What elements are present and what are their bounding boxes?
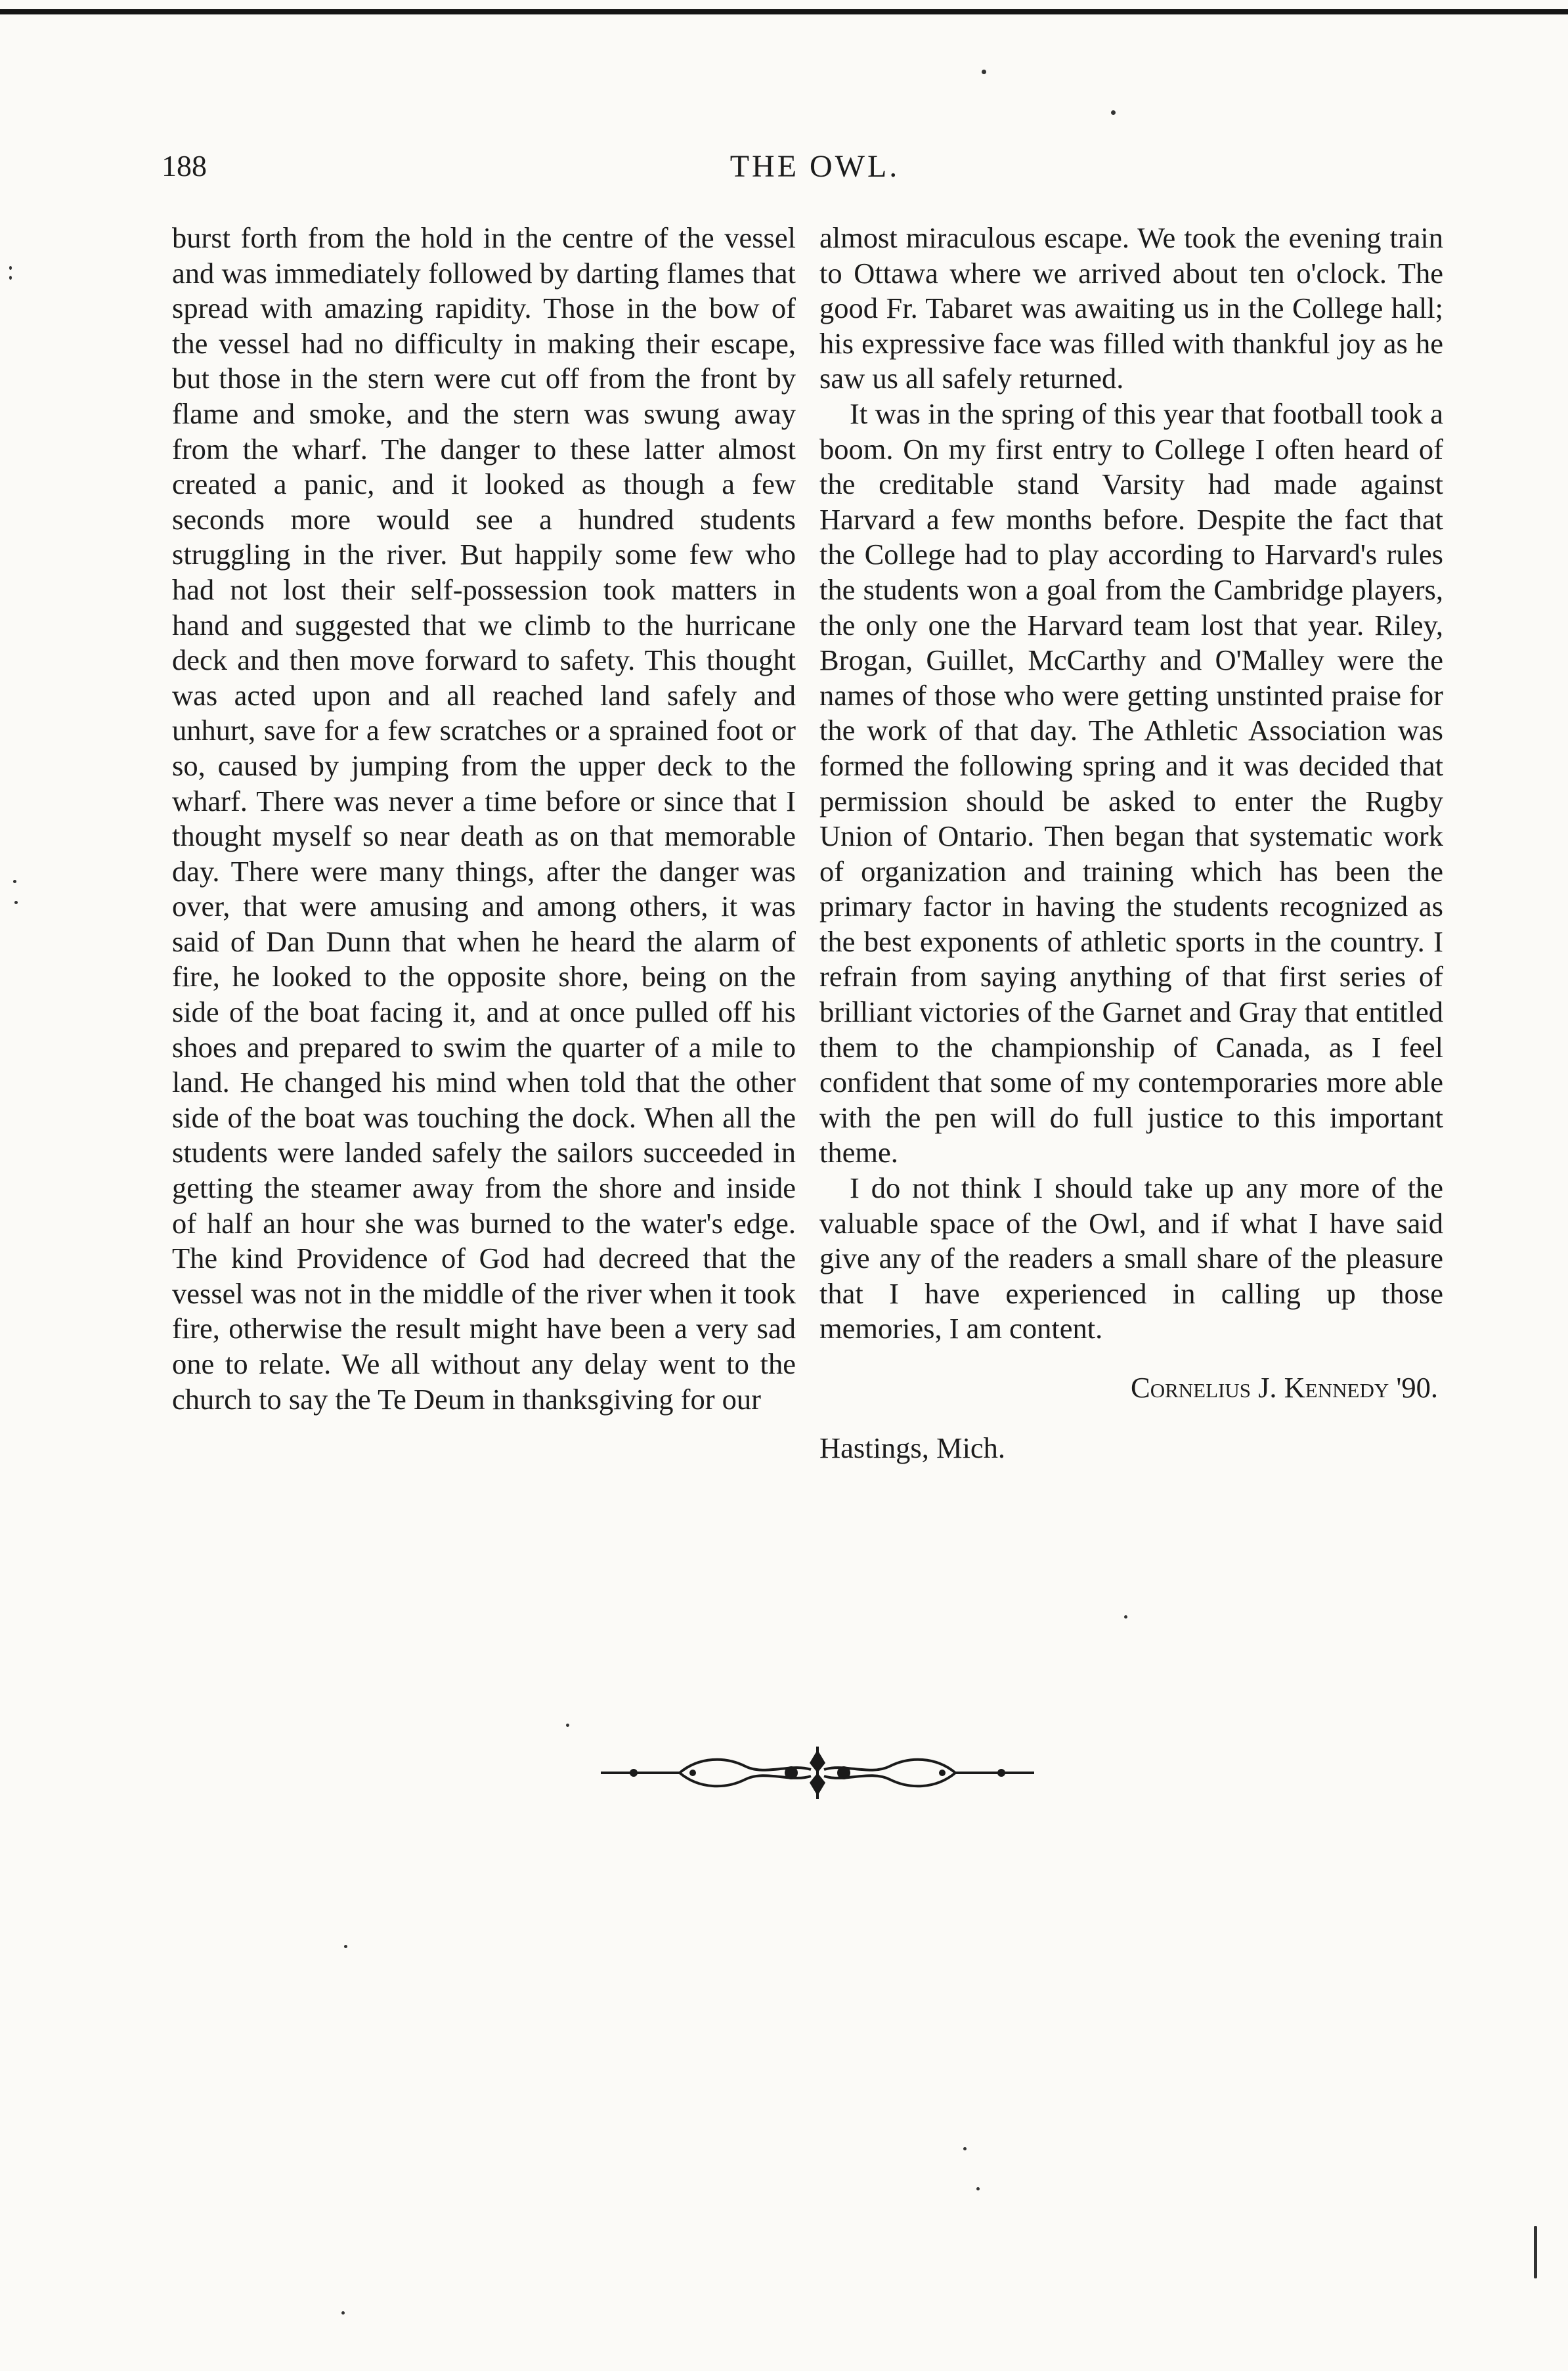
top-border-rule xyxy=(0,9,1568,14)
paragraph-closing: I do not think I should take up any more of the valuable space of the Owl, and if what I have said give any of the readers a small share of the pleasure that I have experienced in calling up those memories, I am content. xyxy=(819,1171,1443,1345)
print-speck xyxy=(1111,110,1116,115)
page-number: 188 xyxy=(162,149,207,183)
running-title: THE OWL. xyxy=(730,149,900,184)
right-column xyxy=(819,221,1443,1466)
left-column xyxy=(172,221,796,1417)
print-speck xyxy=(9,266,12,270)
paragraph-escape-end: almost miraculous escape. We took the evening train to Ottawa where we arrived about ten o'clock. The good Fr. Tabaret was awaiting us in the College hall; his expressive face was filled with thankful joy as he saw us all safely returned. xyxy=(819,221,1443,395)
print-speck xyxy=(566,1724,569,1727)
print-speck xyxy=(963,2147,967,2150)
print-speck xyxy=(13,880,16,883)
print-speck xyxy=(982,70,986,74)
author-signature: Cornelius J. Kennedy '90. xyxy=(1131,1371,1438,1404)
print-speck xyxy=(976,2187,980,2190)
page-header xyxy=(162,148,1468,194)
paragraph-football: It was in the spring of this year that football took a boom. On my first entry to College I often heard of the creditable stand Varsity had made against Harvard a few months before. Despite the fact that the College had to play according to Harvard's rules the students won a goal from the Cambridge players, the only one the Harvard team lost that year. Riley, Brogan, Guillet, McCarthy and O'Malley were the names of those who were getting unstinted praise for the work of that day. The Athletic Association was formed the following spring and it was decided that permission should be asked to enter the Rugby Union of Ontario. Then began that systematic work of organization and training which has been the primary factor in having the students recognized as the best exponents of athletic sports in the country. I refrain from saying anything of that first series of brilliant victories of the Garnet and Gray that entitled them to the championship of Canada, as I feel confident that some of my contemporaries more able with the pen will do full justice to this important theme. xyxy=(819,397,1443,1169)
print-speck xyxy=(1124,1615,1127,1619)
left-column-paragraph: burst forth from the hold in the centre of the vessel and was immediately followed by darting flames that spread with amazing rapidity. Those in the bow of the vessel had no difficulty in making their escape, but those in the stern were cut off from the front by flame and smoke, and the stern was swung away from the wharf. The danger to these latter almost created a panic, and it looked as though a few seconds more would see a hundred students struggling in the river. But happily some few who had not lost their self-possession took matters in hand and suggested that we climb to the hurricane deck and then move forward to safety. This thought was acted upon and all reached land safely and unhurt, save for a few scratches or a sprained foot or so, caused by jumping from the upper deck to the wharf. There was never a time before or since that I thought myself so near death as on that memorable day. There were many things, after the danger was over, that were amusing and among others, it was said of Dan Dunn that when he heard the alarm of fire, he looked to the opposite shore, being on the side of the boat facing it, and at once pulled off his shoes and prepared to swim the quarter of a mile to land. He changed his mind when told that the other side of the boat was touching the dock. When all the students were landed safely the sailors succeeded in getting the steamer away from the shore and inside of half an hour she was burned to the water's edge. The kind Providence of God had decreed that the vessel was not in the middle of the river when it took fire, otherwise the result might have been a very sad one to relate. We all without any delay went to the church to say the Te Deum in thanksgiving for our xyxy=(172,221,796,1416)
print-speck xyxy=(344,1945,347,1948)
print-speck xyxy=(341,2311,345,2315)
decorative-ornament-icon xyxy=(594,1743,1041,1802)
author-location: Hastings, Mich. xyxy=(819,1431,1006,1464)
print-speck xyxy=(1534,2226,1537,2278)
print-speck xyxy=(9,276,12,280)
print-speck xyxy=(14,901,18,904)
